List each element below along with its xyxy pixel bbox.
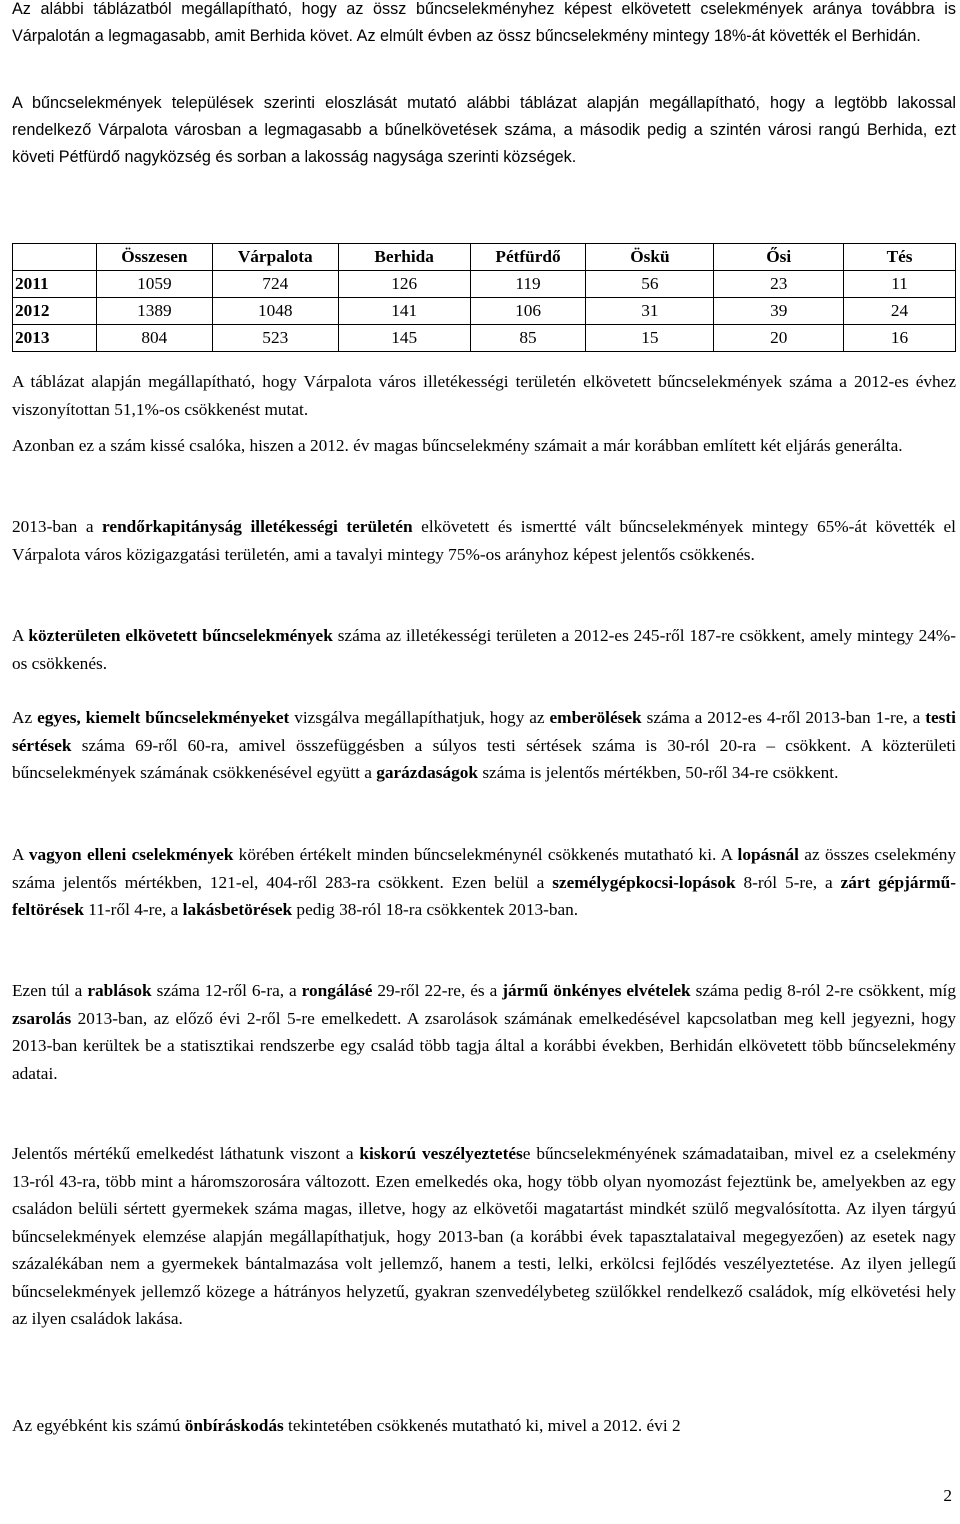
bold-run: kiskorú veszélyeztetés <box>359 1144 523 1163</box>
misleading-paragraph: Azonban ez a szám kissé csalóka, hiszen a 2012. év magas bűncselekmény számait a már korábban említett két eljárás generálta. <box>12 436 903 455</box>
text-run: száma 12-ről 6-ra, a <box>151 981 302 1000</box>
table-cell: 39 <box>714 298 844 325</box>
table-cell: 126 <box>338 271 470 298</box>
table-cell: 523 <box>212 325 338 352</box>
header-cell: Berhida <box>338 244 470 271</box>
year-cell: 2011 <box>13 271 97 298</box>
text-run: Az <box>12 708 38 727</box>
bold-run: rablások <box>87 981 152 1000</box>
header-cell: Várpalota <box>212 244 338 271</box>
table-cell: 31 <box>586 298 714 325</box>
table-cell: 145 <box>338 325 470 352</box>
text-run: száma is jelentős mértékben, 50-ről 34-re csökkent. <box>478 763 839 782</box>
text-run: száma pedig 8-ról 2-re csökkent, míg <box>690 981 956 1000</box>
text-run: száma 69-ről 60-ra, amivel összefüggésben a súlyos testi sértések száma is 30-ról 20-ra – csökkent. A közterületi bűncselekmények számának csökkenésével együtt a <box>12 735 956 782</box>
text-run: az összes cselekmény száma jelentős mértékben, 121-el, 404-ről 283-ra csökkent. Ezen belül a <box>12 845 956 892</box>
header-cell: Pétfürdő <box>470 244 586 271</box>
bold-run: vagyon elleni cselekmények <box>28 845 234 864</box>
bold-run: személygépkocsi-lopások <box>552 872 736 892</box>
table-cell: 16 <box>844 325 956 352</box>
table-cell: 1048 <box>212 298 338 325</box>
page-number: 2 <box>943 1486 952 1505</box>
text-run: 2013-ban a <box>12 517 103 536</box>
bold-run: jármű önkényes elvételek <box>502 981 691 1000</box>
text-run: Az egyébként kis számú <box>12 1416 185 1435</box>
table-cell: 20 <box>714 325 844 352</box>
text-run: Ezen túl a <box>12 981 88 1000</box>
text-run: 29-ről 22-re, és a <box>372 981 503 1000</box>
bold-run: rongálásé <box>301 981 373 1000</box>
year-cell: 2013 <box>13 325 97 352</box>
text-run: 8-ról 5-re, a <box>735 872 841 892</box>
year-cell: 2012 <box>13 298 97 325</box>
table-cell: 106 <box>470 298 586 325</box>
table-cell: 1389 <box>96 298 212 325</box>
text-run: körében értékelt minden bűncselekménynél csökkenés mutatható ki. A <box>233 845 738 864</box>
intro-paragraph: Az alábbi táblázatból megállapítható, hogy az össz bűncselekményhez képest elkövetett cselekmények aránya továbbra is Várpalotán a legmagasabb, amit Berhida követ. Az elmúlt évben az össz bűncselekmény mintegy 18%-át követték el Berhidán. <box>12 0 956 45</box>
table-cell: 85 <box>470 325 586 352</box>
table-header-row <box>13 244 956 271</box>
robbery-paragraph <box>12 977 956 1087</box>
table-cell: 141 <box>338 298 470 325</box>
district-paragraph <box>12 513 956 568</box>
property-crimes-paragraph <box>12 841 956 924</box>
text-run: száma az illetékességi területen a 2012-es 245-ről 187-re csökkent, amely mintegy 24%-os csökkenés. <box>12 626 956 673</box>
bold-run: lopásnál <box>737 845 799 864</box>
bold-run: zsarolás <box>12 1008 72 1028</box>
bold-run: lakásbetörések <box>182 900 293 919</box>
table-row <box>13 271 956 298</box>
table-cell: 24 <box>844 298 956 325</box>
header-cell: Tés <box>844 244 956 271</box>
public-space-paragraph <box>12 622 956 677</box>
text-run: 2013-ban, az előző évi 2-ről 5-re emelkedett. A zsarolások számának emelkedésével kapcsolatban meg kell jegyezni, hogy 2013-ban kerültek be a statisztikai rendszerbe egy család több tagja által a korábbi években, Berhidán elkövetett több bűncselekmény adatai. <box>12 1008 956 1083</box>
bold-run: testi sértések <box>12 708 956 755</box>
bold-run: zárt gépjármű-feltörések <box>12 872 956 919</box>
table-cell: 23 <box>714 271 844 298</box>
bold-run: rendőrkapitányság illetékességi területén <box>102 517 413 536</box>
text-run: elkövetett és ismertté vált bűncselekmények mintegy 65%-át követték el Várpalota város közigazgatási területén, ami a tavalyi mintegy 75%-os arányhoz képest jelentős csökkenés. <box>12 517 956 564</box>
crime-statistics-table <box>12 243 956 352</box>
header-cell: Összesen <box>96 244 212 271</box>
table-cell: 56 <box>586 271 714 298</box>
text-run: A <box>12 845 29 864</box>
table-cell: 15 <box>586 325 714 352</box>
text-run: Jelentős mértékű emelkedést láthatunk viszont a <box>12 1144 360 1163</box>
header-cell: Öskü <box>586 244 714 271</box>
header-cell <box>13 244 97 271</box>
distribution-paragraph: A bűncselekmények települések szerinti eloszlását mutató alábbi táblázat alapján megállapítható, hogy a legtöbb lakossal rendelkező Várpalota városban a legmagasabb a bűnelkövetések száma, a második pedig a szintén városi rangú Berhida, ezt követi Pétfürdő nagyközség és sorban a lakosság nagysága szerinti községek. <box>12 94 956 166</box>
text-run: 11-ről 4-re, a <box>83 900 183 919</box>
text-run: száma a 2012-es 4-ről 2013-ban 1-re, a <box>641 708 926 727</box>
table-cell: 119 <box>470 271 586 298</box>
text-run: e bűncselekményének számadataiban, mivel ez a cselekmény 13-ról 43-ra, több mint a háromszorosára változott. Ezen emelkedés oka, hogy több olyan nyomozást fejeztünk be, amelyekben az egy családon belüli sértett gyermekek száma magas, illetve, hogy az elkövetői magatartást mindkét szülő megvalósította. Az ilyen tárgyú bűncselekmények elemzése alapján megállapíthatjuk, hogy 2013-ban (a korábbi évek tapasztalataival megegyezően) az esetek nagy százalékában nem a gyermekek bántalmazása volt jellemző, hanem a testi, lelki, erkölcsi fejlődés veszélyeztetése. Az ilyen jellegű bűncselekmények jellemző közege a hátrányos helyzetű, gyakran szenvedélybeteg szülőkkel rendelkező családok, míg elkövetési hely az ilyen családok lakása. <box>12 1144 956 1328</box>
table-cell: 1059 <box>96 271 212 298</box>
table-row <box>13 298 956 325</box>
minor-endangerment-paragraph <box>12 1140 956 1333</box>
table-cell: 804 <box>96 325 212 352</box>
table-row <box>13 325 956 352</box>
bold-run: önbíráskodás <box>184 1416 284 1435</box>
text-run: vizsgálva megállapíthatjuk, hogy az <box>289 708 550 727</box>
table-cell: 724 <box>212 271 338 298</box>
bold-run: egyes, kiemelt bűncselekményeket <box>37 708 290 727</box>
table-result-paragraph: A táblázat alapján megállapítható, hogy Várpalota város illetékességi területén elkövetett bűncselekmények száma a 2012-es évhez viszonyítottan 51,1%-os csökkenést mutat. <box>12 372 956 419</box>
text-run: tekintetében csökkenés mutatható ki, mivel a 2012. évi 2 <box>283 1416 681 1435</box>
selected-crimes-paragraph <box>12 704 956 787</box>
bold-run: garázdaságok <box>376 763 478 782</box>
vigilante-paragraph <box>12 1412 956 1440</box>
bold-run: emberölések <box>549 708 642 727</box>
bold-run: közterületen elkövetett bűncselekmények <box>28 626 333 645</box>
text-run: A <box>12 626 29 645</box>
text-run: pedig 38-ról 18-ra csökkentek 2013-ban. <box>292 900 579 919</box>
header-cell: Ősi <box>714 244 844 271</box>
table-cell: 11 <box>844 271 956 298</box>
